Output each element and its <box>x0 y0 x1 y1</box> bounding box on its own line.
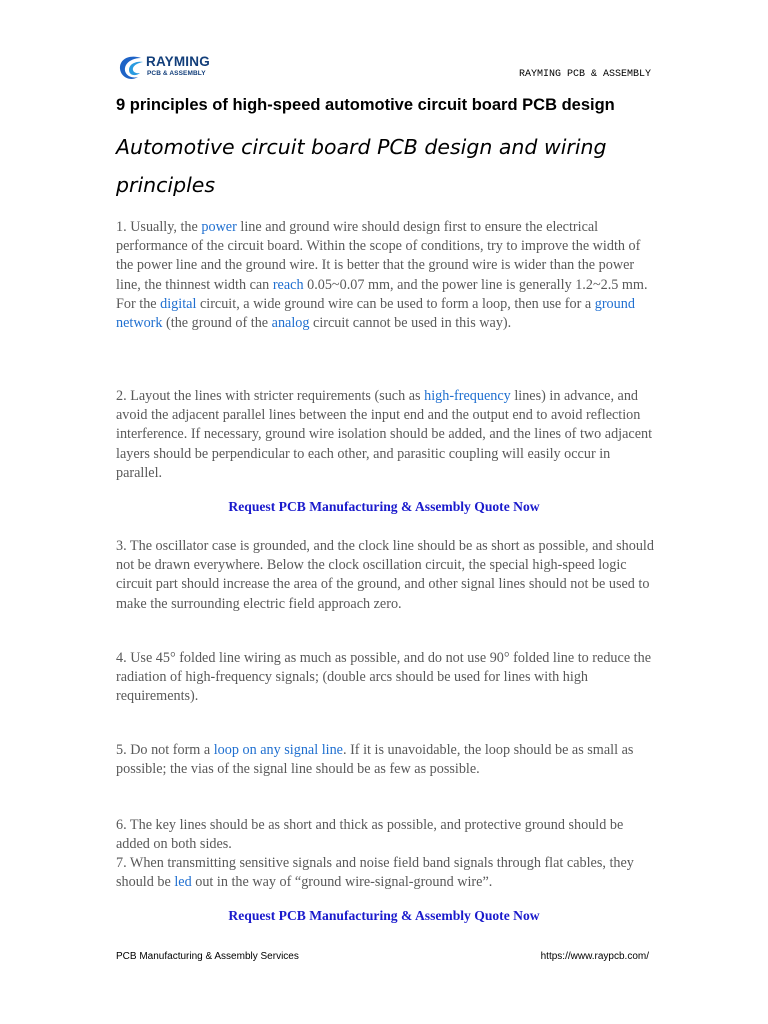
p1-text: 0.05~0.07 mm, and the power line is generally 1.2~2.5 mm. For the <box>116 276 648 312</box>
link-power[interactable]: power <box>201 219 237 235</box>
p1-text: 1. Usually, the <box>116 219 202 235</box>
p7-text: 7. When transmitting sensitive signals and noise field band signals through flat cables, they should be <box>116 855 634 891</box>
link-high-frequency[interactable]: high-frequency <box>424 388 511 404</box>
paragraph-3: 3. The oscillator case is grounded, and the clock line should be as short as possible, and should not be drawn everywhere. Below the clock oscillation circuit, the special high-speed logic circuit part should increase the area of the ground, and other signal lines should not be used to make the surrounding electric field approach zero. <box>116 538 654 612</box>
footer-services: PCB Manufacturing & Assembly Services <box>116 951 299 962</box>
p5-text: . If it is unavoidable, the loop should be as small as possible; the vias of the signal line should be as few as possible. <box>116 742 634 778</box>
footer-url: https://www.raypcb.com/ <box>540 951 649 962</box>
paragraph-6: 6. The key lines should be as short and thick as possible, and protective ground should be added on both sides. <box>116 817 624 853</box>
header-company-name: RAYMING PCB & ASSEMBLY <box>518 69 651 80</box>
logo-sub-text: PCB & ASSEMBLY <box>147 70 206 77</box>
page-title: 9 principles of high-speed automotive circuit board PCB design <box>116 96 615 114</box>
rayming-swoosh-icon <box>116 53 146 83</box>
rayming-logo <box>116 53 216 83</box>
p2-text: lines) in advance, and avoid the adjacent parallel lines between the input end and the output end to avoid reflection interference. If necessary, ground wire isolation should be added, and the lines of two adjacent layers should be perpendicular to each other, and parasitic coupling will easily occur in parallel. <box>116 388 653 481</box>
p2-text: 2. Layout the lines with stricter requirements (such as <box>116 388 425 404</box>
p5-text: 5. Do not form a <box>116 742 214 758</box>
link-digital[interactable]: digital <box>160 295 197 312</box>
paragraph-5 <box>116 741 656 779</box>
p1-text: circuit cannot be used in this way). <box>309 315 512 332</box>
p1-text: (the ground of the <box>162 315 272 332</box>
quote-link-1[interactable]: Request PCB Manufacturing & Assembly Quote Now <box>228 499 540 514</box>
quote-link-2[interactable]: Request PCB Manufacturing & Assembly Quote Now <box>228 908 540 923</box>
p1-text: line and ground wire should design first to ensure the electrical performance of the circuit board. Within the scope of conditions, try to improve the width of the power line and the ground wire. It is better that the ground wire is wider than the power line, the thinnest width can <box>116 219 641 293</box>
paragraph-2 <box>116 387 656 483</box>
paragraph-4: 4. Use 45° folded line wiring as much as possible, and do not use 90° folded line to reduce the radiation of high-frequency signals; (double arcs should be used for lines with high requirements). <box>116 650 651 705</box>
p7-text: out in the way of “ground wire-signal-ground wire”. <box>191 874 493 891</box>
link-loop-on-any-signal-line[interactable]: loop on any signal line <box>213 742 343 758</box>
p1-text: circuit, a wide ground wire can be used to form a loop, then use for a <box>196 295 595 312</box>
link-led[interactable]: led <box>174 874 192 891</box>
paragraph-7 <box>116 854 656 892</box>
link-ground-network[interactable]: ground network <box>116 295 635 332</box>
link-analog[interactable]: analog <box>271 315 310 332</box>
logo-brand-text: RAYMING <box>146 54 210 69</box>
paragraph-1 <box>116 218 656 333</box>
section-heading: Automotive circuit board PCB design and wiring principles <box>116 135 607 197</box>
link-reach[interactable]: reach <box>272 276 304 293</box>
